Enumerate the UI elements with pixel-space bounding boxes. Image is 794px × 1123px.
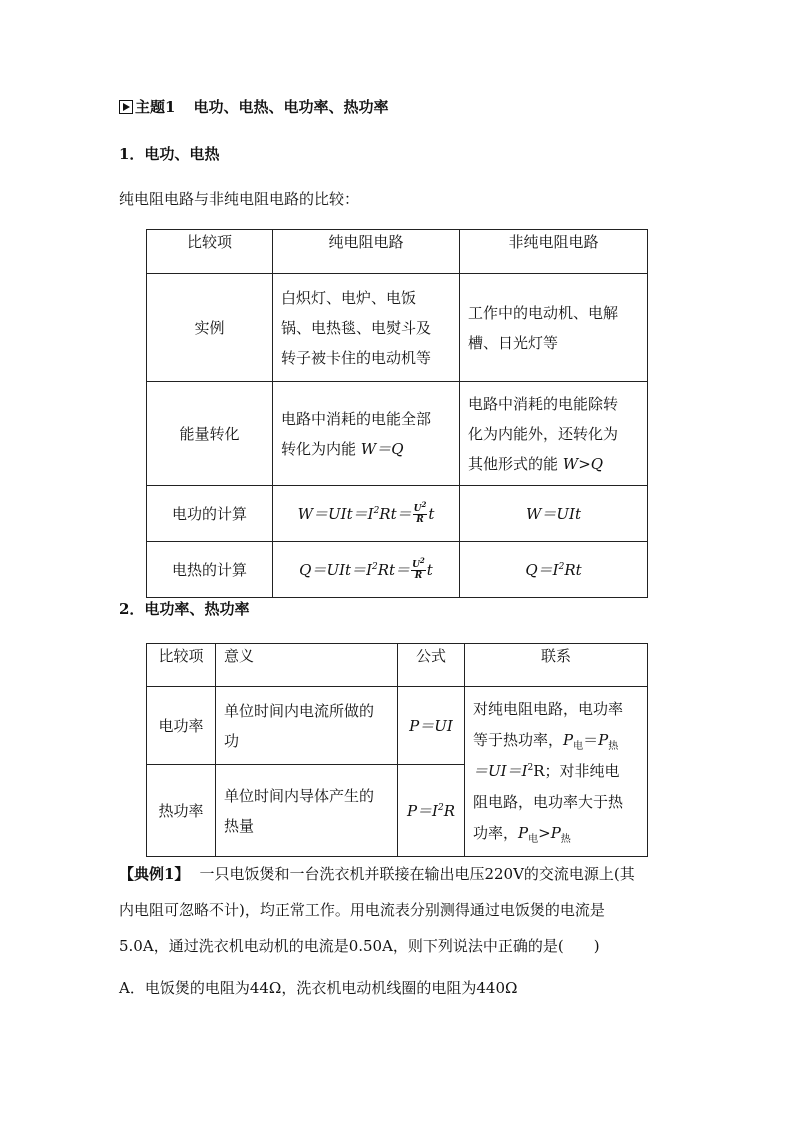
example-line2: 内电阻可忽略不计)，均正常工作。用电流表分别测得通过电饭煲的电流是 [119,901,605,919]
cell-heat-formula-pure: $Q=UIt=I^2Rt=$ $\frac{U^2}{R}$ t [273,542,460,598]
cell-electric-power-formula: P＝UI [398,687,465,765]
topic-label: 主题1 [135,98,176,116]
fraction: $\frac{U^2}{R}$ [412,556,425,581]
cell-electric-power-meaning: 单位时间内电流所做的 功 [216,687,398,765]
table-header-cell: 非纯电阻电路 [460,230,648,274]
example-tag: 【典例1】 [119,865,190,883]
table-header-cell: 公式 [398,644,465,687]
example-block [119,856,679,1006]
topic-title: 电功、电热、电功率、热功率 [193,98,389,116]
topic-heading [119,96,388,117]
row-label-electric-power: 电功率 [147,687,216,765]
cell-relation: 对纯电阻电路，电功率 等于热功率，$P_电=P_热$ $=UI=I^2R$；对非纯电 阻电路，电功率大于热 功率，$P_电>P_热$ [465,687,648,857]
cell-energy-pure: 电路中消耗的电能全部 转化为内能 W＝Q [273,382,460,486]
table-header-cell: 比较项 [147,230,273,274]
cell-heat-power-meaning: 单位时间内导体产生的 热量 [216,765,398,857]
power-table [146,643,648,857]
row-label-work: 电功的计算 [147,486,273,542]
cell-energy-nonpure: 电路中消耗的电能除转 化为内能外，还转化为 其他形式的能 W>Q [460,382,648,486]
section1-heading: 1．电功、电热 [119,145,220,163]
cell-work-formula-pure: $W=UIt=I^2Rt=$ $\frac{U^2}{R}$ t [273,486,460,542]
play-triangle-icon [119,100,133,114]
fraction: $\frac{U^2}{R}$ [413,500,427,525]
example-line3: 5.0A，通过洗衣机电动机的电流是0.50A，则下列说法中正确的是( ) [119,937,600,955]
section2-heading: 2．电功率、热功率 [119,600,250,618]
row-label-heat-power: 热功率 [147,765,216,857]
cell-heat-power-formula: $P=I^2R$ [398,765,465,857]
table-header-cell: 意义 [216,644,398,687]
comparison-table [146,229,648,598]
table-header-cell: 纯电阻电路 [273,230,460,274]
row-label-heat: 电热的计算 [147,542,273,598]
example-line1: 一只电饭煲和一台洗衣机并联接在输出电压220V的交流电源上(其 [199,865,635,883]
section1-intro: 纯电阻电路与非纯电阻电路的比较： [119,190,360,208]
cell-heat-formula-nonpure: $Q=I^2Rt$ [460,542,648,598]
option-a: A．电饭煲的电阻为44Ω，洗衣机电动机线圈的电阻为440Ω [119,979,518,997]
table-header-cell: 比较项 [147,644,216,687]
cell-example-pure: 白炽灯、电炉、电饭 锅、电热毯、电熨斗及 转子被卡住的电动机等 [273,274,460,382]
row-label-energy: 能量转化 [147,382,273,486]
table-header-cell: 联系 [465,644,648,687]
cell-work-formula-nonpure: W＝UIt [460,486,648,542]
cell-example-nonpure: 工作中的电动机、电解 槽、日光灯等 [460,274,648,382]
row-label-example: 实例 [147,274,273,382]
